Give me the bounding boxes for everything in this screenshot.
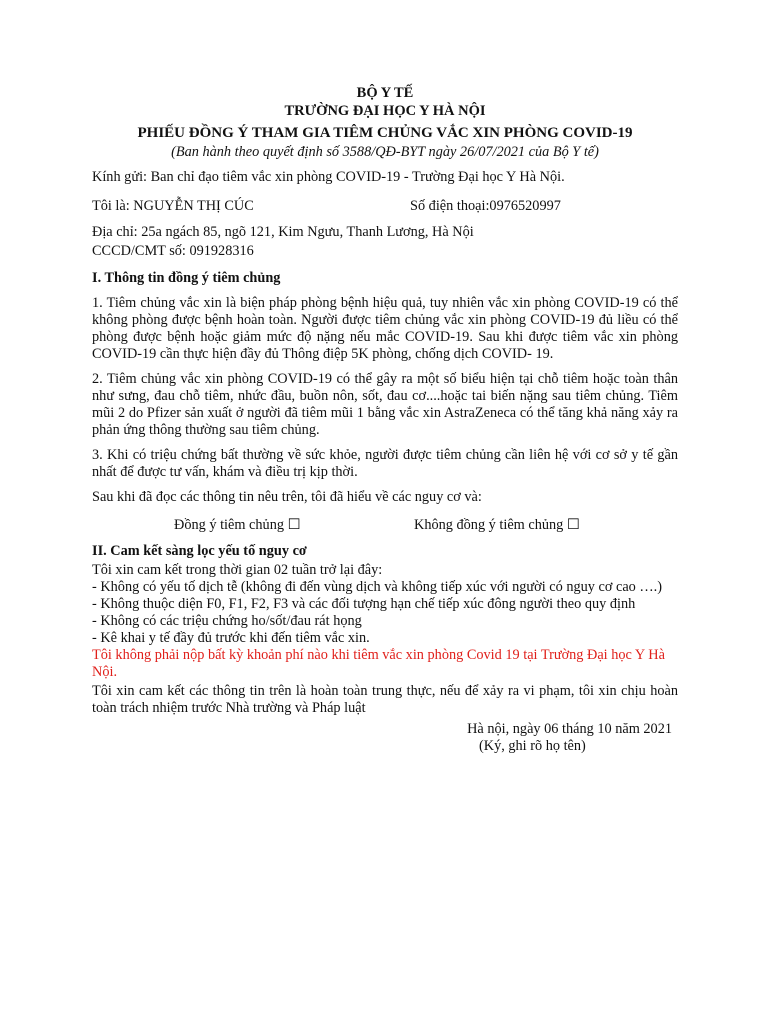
section2-title: II. Cam kết sàng lọc yếu tố nguy cơ: [92, 543, 307, 559]
form-title: PHIẾU ĐỒNG Ý THAM GIA TIÊM CHỦNG VẮC XIN PHÒNG COVID-19: [137, 125, 633, 141]
section1-title: I. Thông tin đồng ý tiêm chủng: [92, 270, 281, 286]
section2-item-1: - Không có yếu tố dịch tễ (không đi đến vùng dịch và không tiếp xúc với người có nguy cơ cao ….): [92, 579, 663, 595]
signature-note: (Ký, ghi rõ họ tên): [479, 738, 586, 754]
consent-options: [92, 517, 678, 534]
section1-paragraph-2: 2. Tiêm chủng vắc xin phòng COVID-19 có thể gây ra một số biểu hiện tại chỗ tiêm hoặc toàn thân như sưng, đau chỗ tiêm, nhức đầu, buồn nôn, sốt, đau cơ....hoặc tai biến nặng sau tiêm chủng. Tiêm mũi 2 do Pfizer sản xuất ở người đã tiêm mũi 1 bằng vắc xin AstraZeneca có thể tăng khả năng xảy ra phản ứng thông thường sau tiêm chủng.: [92, 371, 678, 438]
fee-notice: Tôi không phải nộp bất kỳ khoản phí nào khi tiêm vắc xin phòng Covid 19 tại Trường Đại học Y Hà Nội.: [92, 647, 665, 680]
after-read-line: Sau khi đã đọc các thông tin nêu trên, tôi đã hiểu về các nguy cơ và:: [92, 489, 482, 505]
disagree-label: Không đồng ý tiêm chủng: [414, 517, 567, 533]
disagree-option[interactable]: [414, 517, 580, 534]
phone-line: Số điện thoại:0976520997: [410, 198, 561, 214]
form-subtitle: (Ban hành theo quyết định số 3588/QĐ-BYT ngày 26/07/2021 của Bộ Y tế): [171, 144, 599, 160]
identity-row: [92, 198, 678, 215]
recipient-line: Kính gửi: Ban chỉ đạo tiêm vắc xin phòng COVID-19 - Trường Đại học Y Hà Nội.: [92, 169, 565, 185]
agree-checkbox[interactable]: ☐: [287, 517, 301, 533]
section2-intro: Tôi xin cam kết trong thời gian 02 tuần trở lại đây:: [92, 562, 383, 578]
agree-option[interactable]: [174, 517, 414, 534]
ministry-heading: BỘ Y TẾ: [356, 85, 414, 101]
signature-date: Hà nội, ngày 06 tháng 10 năm 2021: [467, 721, 672, 737]
section1-paragraph-3: 3. Khi có triệu chứng bất thường về sức khỏe, người được tiêm chủng cần liên hệ với cơ sở y tế gần nhất để được tư vấn, khám và điều trị kịp thời.: [92, 447, 678, 480]
section2-item-3: - Không có các triệu chứng ho/sốt/đau rát họng: [92, 613, 362, 629]
agree-label: Đồng ý tiêm chủng: [174, 517, 288, 533]
section1-paragraph-1: 1. Tiêm chủng vắc xin là biện pháp phòng bệnh hiệu quả, tuy nhiên vắc xin phòng COVID-19 có thể không phòng được bệnh hoàn toàn. Người được tiêm chủng vắc xin phòng COVID-19 đủ liều có thể phòng được bệnh hoặc giảm mức độ nặng nếu mắc COVID-19. Sau khi được tiêm vắc xin phòng COVID-19 cần thực hiện đầy đủ Thông điệp 5K phòng, chống dịch COVID- 19.: [92, 295, 678, 362]
section2-item-4: - Kê khai y tế đầy đủ trước khi đến tiêm vắc xin.: [92, 630, 370, 646]
name-line: Tôi là: NGUYỄN THỊ CÚC: [92, 198, 254, 214]
id-line: CCCD/CMT số: 091928316: [92, 243, 254, 259]
consent-form-document: [92, 84, 678, 755]
disagree-checkbox[interactable]: ☐: [566, 517, 580, 533]
section2-item-2: - Không thuộc diện F0, F1, F2, F3 và các đối tượng hạn chế tiếp xúc đông người theo quy định: [92, 596, 636, 612]
university-heading: TRƯỜNG ĐẠI HỌC Y HÀ NỘI: [284, 103, 486, 119]
address-line: Địa chỉ: 25a ngách 85, ngõ 121, Kim Ngưu, Thanh Lương, Hà Nội: [92, 224, 474, 240]
commitment-text: Tôi xin cam kết các thông tin trên là hoàn toàn trung thực, nếu để xảy ra vi phạm, tôi xin chịu hoàn toàn trách nhiệm trước Nhà trường và Pháp luật: [92, 683, 678, 716]
